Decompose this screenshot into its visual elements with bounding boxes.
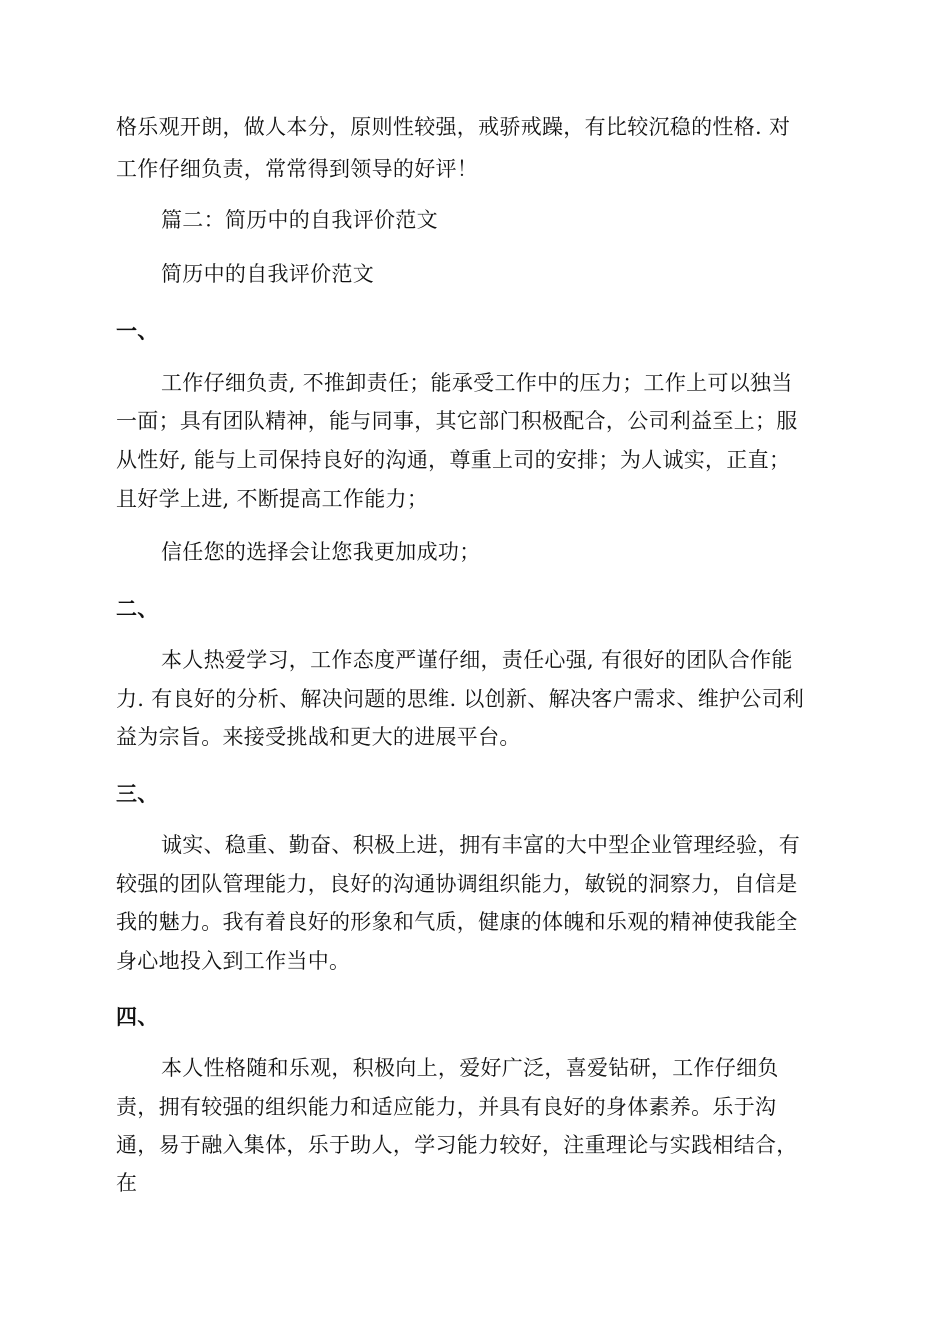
section-2-line-2: 力. 有良好的分析、解决问题的思维. 以创新、解决客户需求、维护公司利: [116, 687, 805, 711]
section-1-line-2: 一面；具有团队精神，能与同事，其它部门积极配合，公司利益至上；服: [116, 409, 798, 433]
section-heading-2: 二、: [116, 596, 159, 621]
section-4-line-3: 通，易于融入集体，乐于助人，学习能力较好，注重理论与实践相结合，: [116, 1133, 798, 1157]
section-heading-3: 三、: [116, 781, 159, 806]
section-1-line-1: 工作仔细负责, 不推卸责任；能承受工作中的压力；工作上可以独当: [161, 371, 793, 395]
section-1-extra-line: 信任您的选择会让您我更加成功；: [161, 540, 481, 564]
intro-line-2: 工作仔细负责，常常得到领导的好评！: [116, 157, 479, 181]
chapter-title: 篇二：简历中的自我评价范文: [161, 208, 438, 232]
section-2-line-1: 本人热爱学习，工作态度严谨仔细，责任心强, 有很好的团队合作能: [161, 648, 793, 672]
intro-line-1: 格乐观开朗，做人本分，原则性较强，戒骄戒躁，有比较沉稳的性格. 对: [116, 115, 791, 139]
section-3-line-1: 诚实、稳重、勤奋、积极上进，拥有丰富的大中型企业管理经验，有: [161, 833, 800, 857]
subtitle: 简历中的自我评价范文: [161, 262, 374, 286]
section-3-line-2: 较强的团队管理能力，良好的沟通协调组织能力，敏锐的洞察力，自信是: [116, 872, 798, 896]
section-1-line-3: 从性好, 能与上司保持良好的沟通，尊重上司的安排；为人诚实，正直；: [116, 448, 791, 472]
section-3-line-3: 我的魅力。我有着良好的形象和气质，健康的体魄和乐观的精神使我能全: [116, 910, 798, 934]
section-4-line-2: 责，拥有较强的组织能力和适应能力，并具有良好的身体素养。乐于沟: [116, 1095, 777, 1119]
section-heading-1: 一、: [116, 318, 159, 343]
section-4-line-4: 在: [116, 1171, 138, 1195]
section-1-line-4: 且好学上进, 不断提高工作能力；: [116, 487, 429, 511]
section-3-line-4: 身心地投入到工作当中。: [116, 949, 351, 973]
section-4-line-1: 本人性格随和乐观，积极向上，爱好广泛，喜爱钻研，工作仔细负: [161, 1056, 779, 1080]
section-2-line-3: 益为宗旨。来接受挑战和更大的进展平台。: [116, 725, 521, 749]
section-heading-4: 四、: [116, 1004, 159, 1029]
